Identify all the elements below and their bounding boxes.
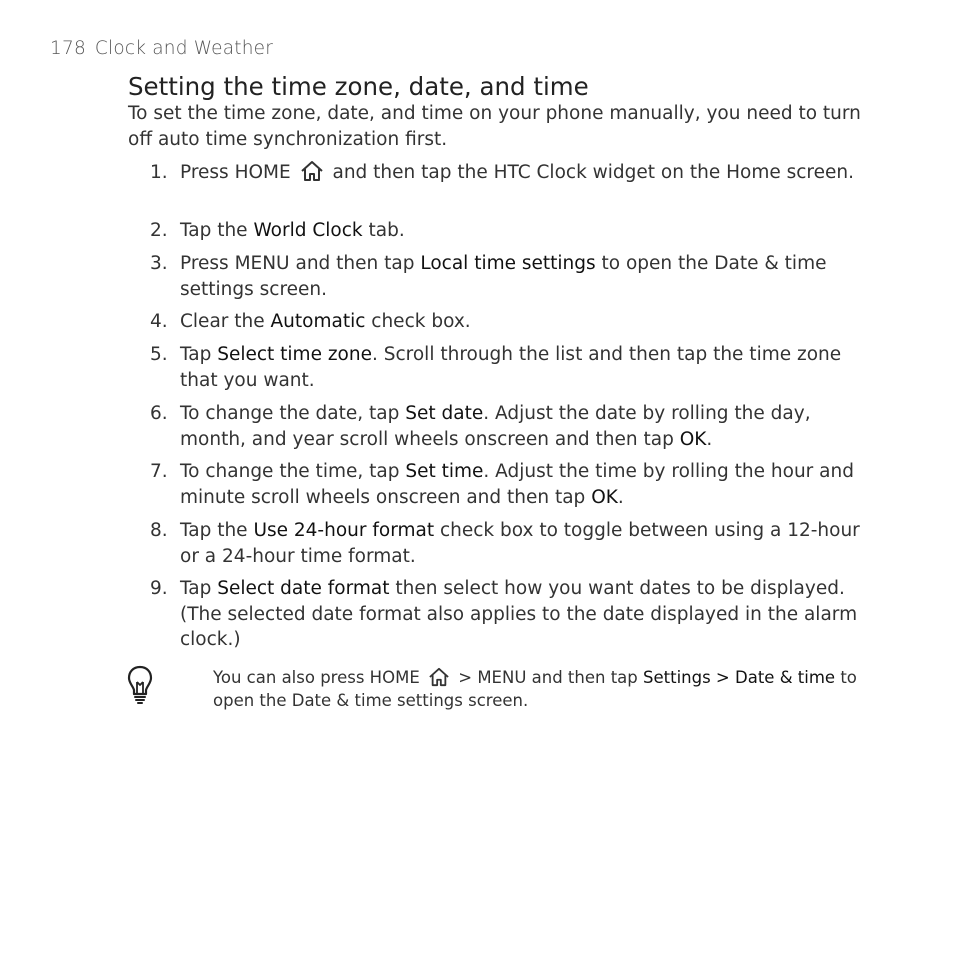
ui-term: Select time zone bbox=[217, 344, 372, 365]
step-number: 5. bbox=[150, 344, 168, 365]
section-title: Clock and Weather bbox=[94, 38, 274, 59]
ui-term: Local time settings bbox=[420, 253, 596, 274]
step-text: check box to toggle between using a 12-hour or a 24-hour time format. bbox=[180, 520, 860, 567]
intro-paragraph: To set the time zone, date, and time on your phone manually, you need to turn off auto time synchronization first. bbox=[128, 103, 861, 150]
tip-text: to open the Date & time settings screen. bbox=[213, 668, 857, 710]
ui-term: Set time bbox=[405, 461, 484, 482]
step-4 bbox=[150, 309, 870, 335]
step-number: 4. bbox=[150, 311, 168, 332]
step-3 bbox=[150, 251, 870, 302]
page-number: 178 bbox=[50, 38, 86, 59]
step-text: then select how you want dates to be displayed. (The selected date format also applies to the date displayed in the alarm clock.) bbox=[180, 578, 858, 650]
step-number: 1. bbox=[150, 162, 168, 183]
step-7 bbox=[150, 459, 870, 510]
step-number: 8. bbox=[150, 520, 168, 541]
step-8 bbox=[150, 518, 870, 569]
step-text: check box. bbox=[365, 311, 471, 332]
step-text: Tap bbox=[180, 344, 218, 365]
step-1 bbox=[150, 160, 870, 186]
step-text: Press MENU and then tap bbox=[180, 253, 421, 274]
step-text: To change the date, tap bbox=[180, 403, 406, 424]
page-title: Setting the time zone, date, and time bbox=[128, 72, 589, 101]
step-text: Tap the bbox=[180, 220, 254, 241]
step-6 bbox=[150, 401, 870, 452]
home-icon bbox=[300, 160, 324, 182]
step-number: 9. bbox=[150, 578, 168, 599]
lightbulb-icon bbox=[127, 665, 153, 705]
home-icon bbox=[428, 667, 450, 687]
step-text: Tap bbox=[180, 578, 218, 599]
step-text: . Adjust the time by rolling the hour and minute scroll wheels onscreen and then tap bbox=[180, 461, 854, 508]
tip-note bbox=[213, 666, 863, 712]
ui-term: Settings > Date & time bbox=[643, 668, 836, 687]
step-number: 3. bbox=[150, 253, 168, 274]
ui-term: OK bbox=[591, 486, 618, 508]
step-text: to open the Date & time settings screen. bbox=[180, 253, 827, 300]
step-text: Clear the bbox=[180, 311, 271, 332]
ui-term: Select date format bbox=[217, 578, 390, 599]
step-text: . Adjust the date by rolling the day, month, and year scroll wheels onscreen and then tap bbox=[180, 403, 811, 450]
ui-term: Automatic bbox=[270, 311, 366, 332]
step-text: . bbox=[617, 486, 624, 508]
tip-text: You can also press HOME bbox=[213, 668, 420, 687]
step-text: To change the time, tap bbox=[180, 461, 406, 482]
step-9 bbox=[150, 576, 870, 653]
step-2 bbox=[150, 218, 870, 244]
ui-term: Use 24-hour format bbox=[253, 520, 435, 541]
step-text: . bbox=[706, 428, 713, 450]
ui-term: OK bbox=[679, 428, 707, 450]
step-number: 2. bbox=[150, 220, 168, 241]
step-5 bbox=[150, 342, 870, 393]
step-text: tab. bbox=[362, 220, 405, 241]
step-text: . Scroll through the list and then tap the time zone that you want. bbox=[180, 344, 842, 391]
step-number: 6. bbox=[150, 403, 168, 424]
page-header bbox=[50, 38, 273, 59]
step-text: and then tap the HTC Clock widget on the Home screen. bbox=[332, 162, 854, 183]
step-number: 7. bbox=[150, 461, 168, 482]
step-text: Tap the bbox=[180, 520, 254, 541]
ui-term: Set date bbox=[405, 403, 484, 424]
tip-text: > MENU and then tap bbox=[453, 668, 644, 687]
ui-term: World Clock bbox=[253, 220, 363, 241]
step-text: Press HOME bbox=[180, 162, 291, 183]
